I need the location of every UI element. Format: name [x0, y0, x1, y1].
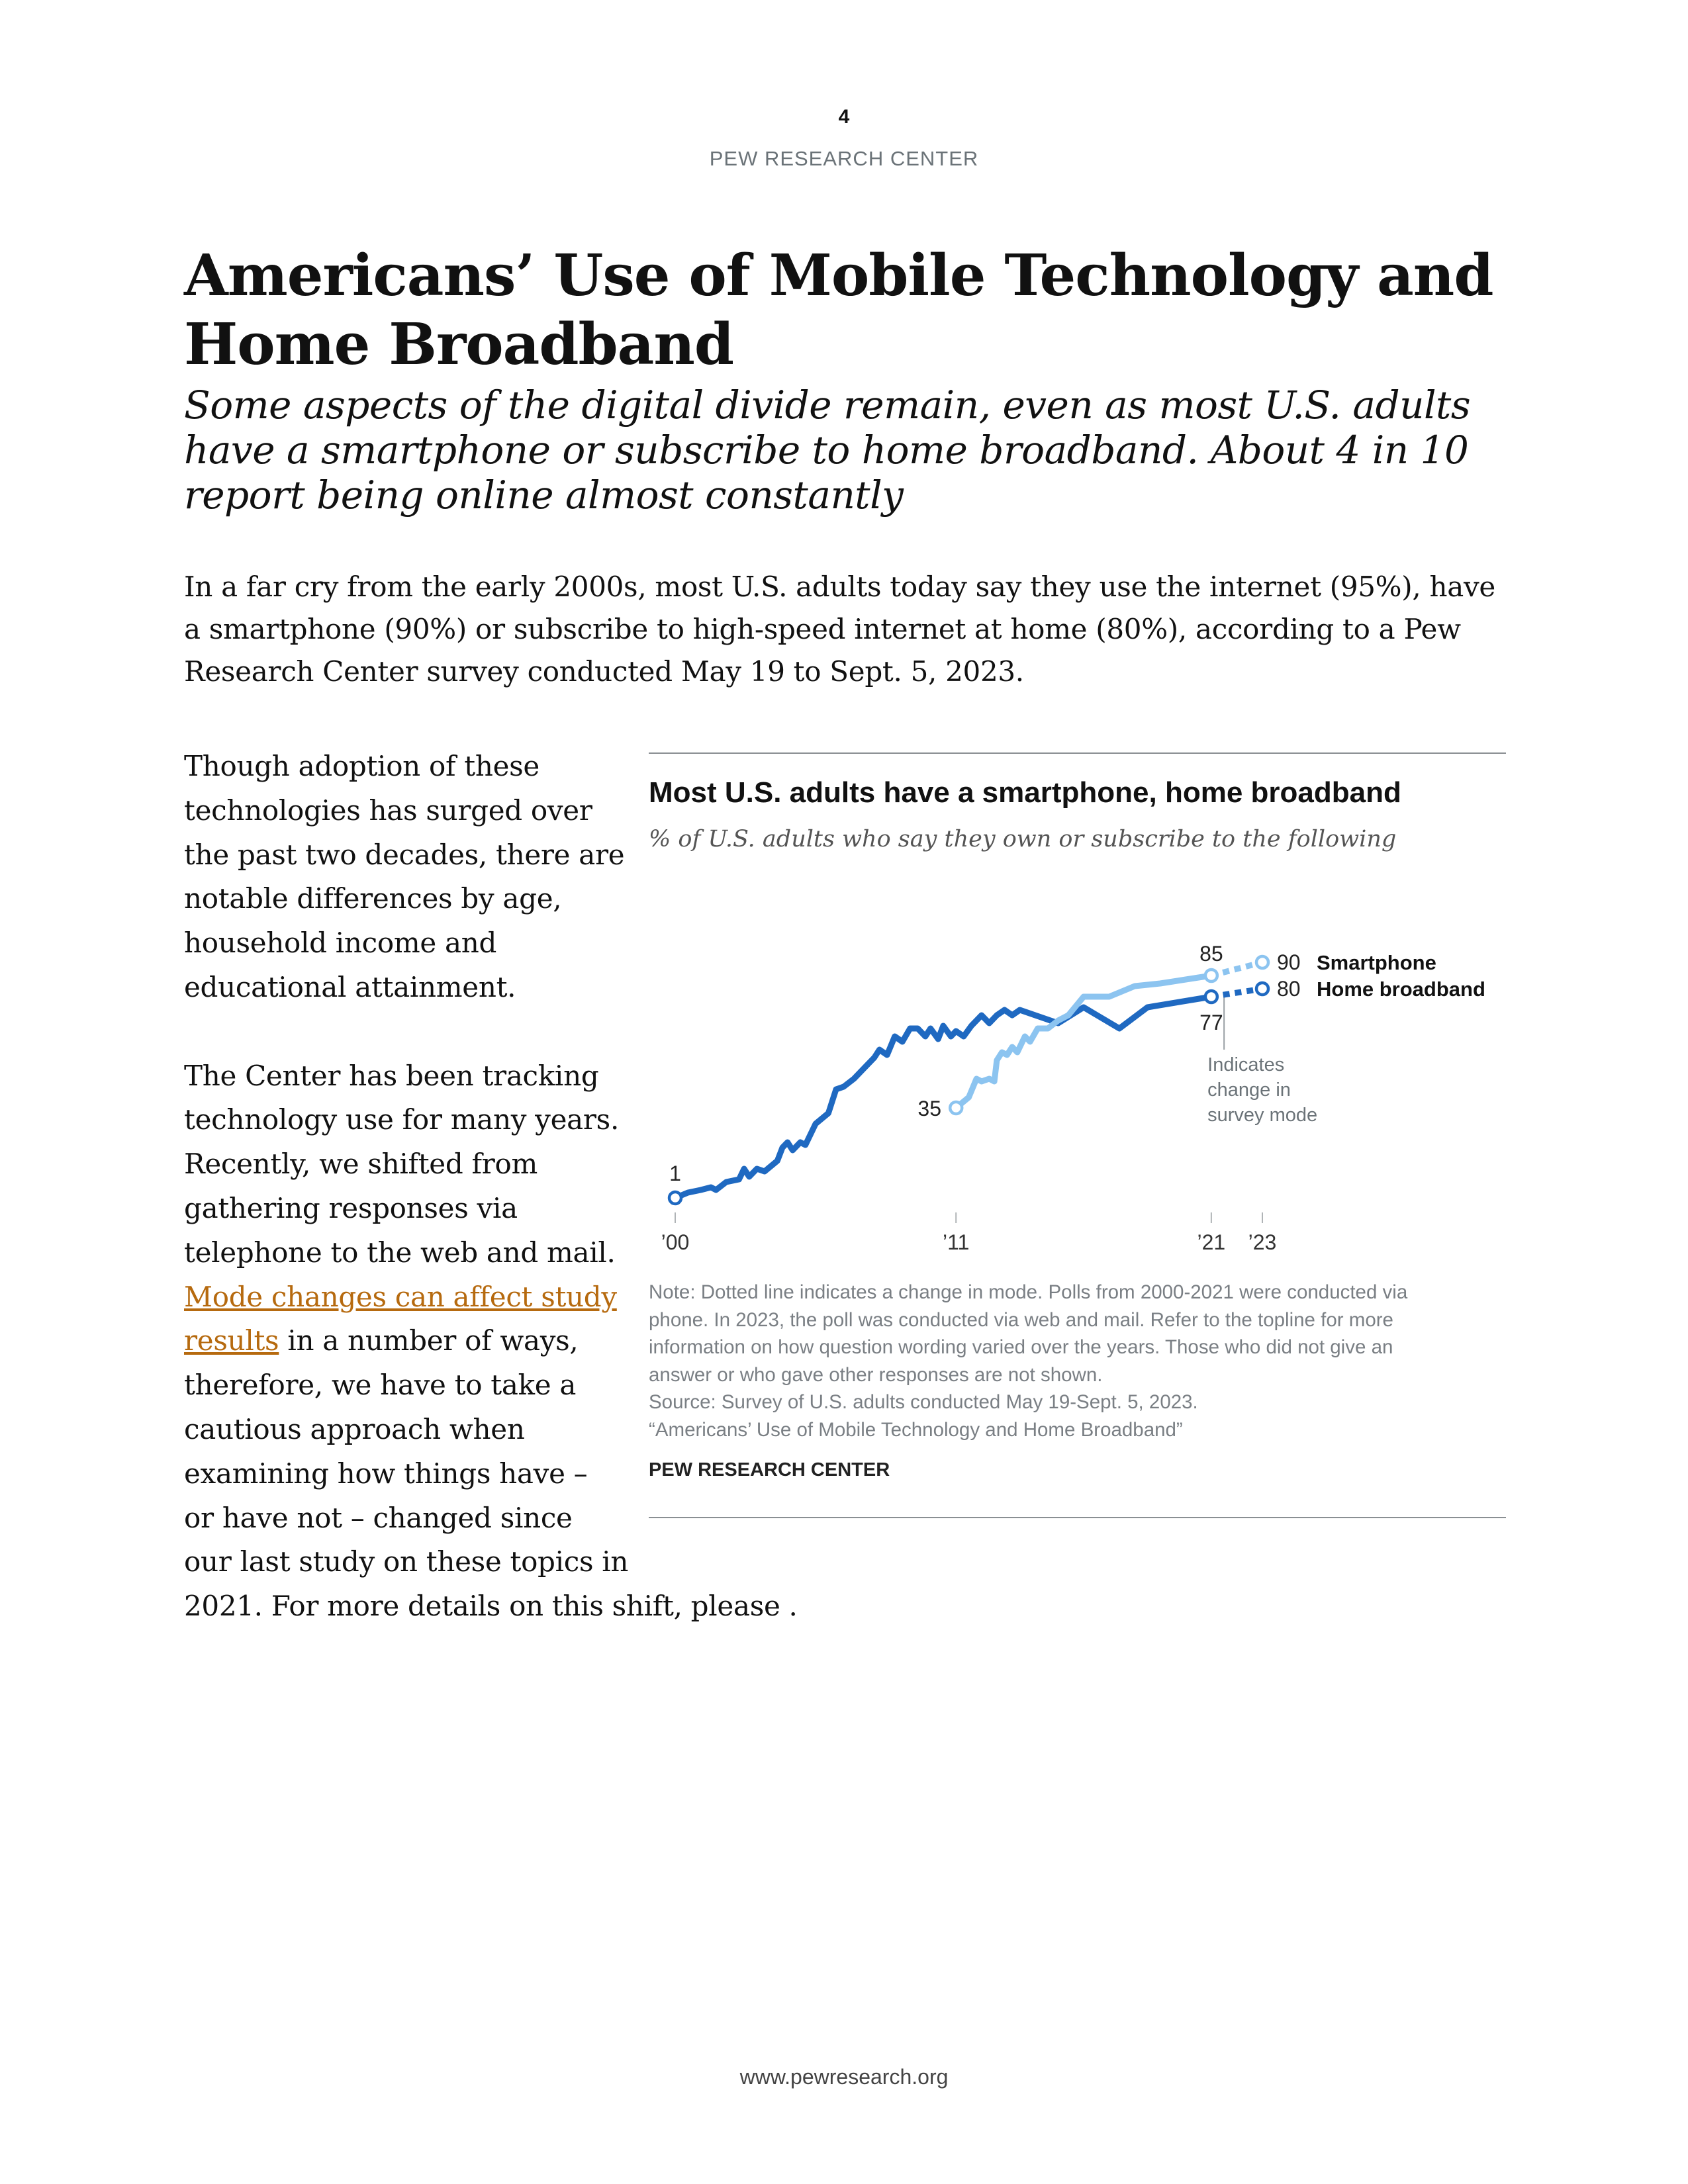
header-org-name: PEW RESEARCH CENTER: [709, 147, 979, 170]
source-line: Source: Survey of U.S. adults conducted May 19-Sept. 5, 2023.: [649, 1391, 1198, 1413]
paragraph-mode-shift-end: in a number of ways, therefore, we have to take a cautious approach when examining how things have – or have not – changed since our last study on these topics in 2021. For more details on this shift, please .: [184, 1324, 798, 1623]
report-title-line: “Americans’ Use of Mobile Technology and Home Broadband”: [649, 1418, 1183, 1441]
smartphone-marker: [950, 1102, 962, 1114]
smartphone-line: [956, 976, 1211, 1108]
page-number: 4: [838, 106, 850, 128]
data-label: 1: [669, 1161, 681, 1185]
smartphone-marker: [1205, 970, 1217, 981]
note-line: phone. In 2023, the poll was conducted via web and mail. Refer to the topline for more: [649, 1308, 1393, 1331]
home-broadband-marker: [669, 1192, 681, 1204]
note-line: answer or who gave other responses are not shown.: [649, 1363, 1103, 1386]
home-broadband-marker: [1256, 983, 1268, 995]
chart-subtitle: % of U.S. adults who say they own or subscribe to the following: [649, 826, 1397, 852]
mode-changes-link[interactable]: Mode changes can affect study results: [184, 1280, 617, 1357]
series-label-home-broadband: Home broadband: [1317, 978, 1485, 1001]
chart-notes: [649, 1279, 1509, 1443]
line-chart: [635, 874, 1516, 1271]
data-label: 80: [1277, 977, 1301, 1001]
annotation-text: change in: [1207, 1079, 1291, 1101]
home-broadband-marker: [1205, 991, 1217, 1003]
annotation-text: Indicates: [1207, 1054, 1285, 1075]
data-label: 77: [1199, 1011, 1223, 1034]
chart-top-rule: [649, 752, 1506, 754]
annotation-text: survey mode: [1207, 1105, 1318, 1126]
data-label: 90: [1277, 950, 1301, 974]
x-tick-label: ’21: [1197, 1230, 1226, 1254]
article-subtitle: Some aspects of the digital divide remain, even as most U.S. adults have a smartphone or subscribe to home broadband. About 4 in 10 report being online almost constantly: [184, 383, 1471, 518]
paragraph-adoption: Though adoption of these technologies has surged over the past two decades, there are notable differences by age, household income and educational attainment.: [184, 750, 625, 1003]
data-label: 85: [1199, 942, 1223, 966]
data-label: 35: [917, 1097, 942, 1120]
footer-url: www.pewresearch.org: [739, 2065, 949, 2089]
home-broadband-line: [675, 997, 1211, 1198]
note-line: information on how question wording varied over the years. Those who did not give an: [649, 1336, 1393, 1358]
article-title: Americans’ Use of Mobile Technology and Home Broadband: [184, 242, 1493, 378]
note-line: Note: Dotted line indicates a change in mode. Polls from 2000-2021 were conducted via: [649, 1281, 1408, 1303]
x-tick-label: ’00: [661, 1230, 690, 1254]
chart-brand: PEW RESEARCH CENTER: [649, 1459, 890, 1480]
intro-paragraph: In a far cry from the early 2000s, most U.S. adults today say they use the internet (95%), have a smartphone (90%) or subscribe to high-speed internet at home (80%), according to a Pew Research Center survey conducted May 19 to Sept. 5, 2023.: [184, 570, 1495, 688]
x-tick-label: ’23: [1248, 1230, 1277, 1254]
smartphone-marker: [1256, 956, 1268, 968]
home-broadband-dotted-line: [1211, 989, 1262, 997]
series-label-smartphone: Smartphone: [1317, 951, 1436, 974]
paragraph-mode-shift-start: The Center has been tracking technology use for many years. Recently, we shifted from gathering responses via telephone to the web and mail.: [184, 1059, 619, 1269]
x-tick-label: ’11: [943, 1230, 970, 1254]
chart-title: Most U.S. adults have a smartphone, home broadband: [649, 776, 1401, 809]
chart-bottom-rule: [649, 1517, 1506, 1518]
